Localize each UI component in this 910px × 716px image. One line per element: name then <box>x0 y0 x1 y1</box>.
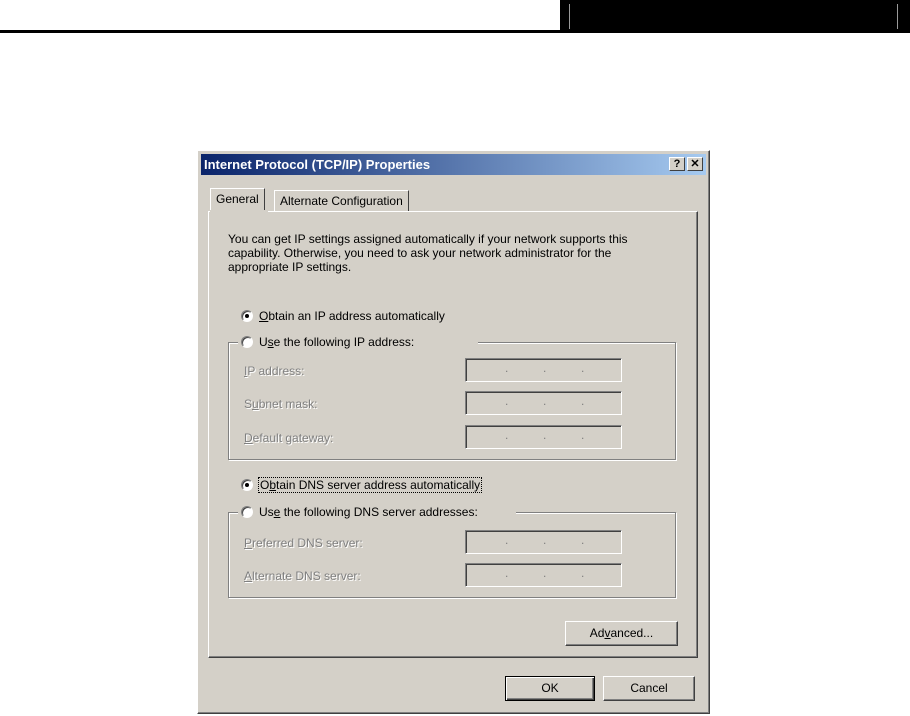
ip-separator <box>581 432 583 434</box>
page-header-block <box>560 0 910 33</box>
use-following-ip-radio[interactable] <box>241 335 414 349</box>
radio-label: Use the following IP address: <box>259 335 415 349</box>
default-gateway-input[interactable] <box>465 425 622 449</box>
subnet-mask-label: Subnet mask: <box>244 397 318 411</box>
ip-address-input[interactable] <box>465 358 622 382</box>
radio-label: Obtain DNS server address automatically <box>260 478 481 492</box>
header-divider <box>897 4 898 29</box>
header-divider <box>569 4 570 29</box>
obtain-ip-auto-radio[interactable] <box>241 309 445 323</box>
ip-separator <box>505 570 507 572</box>
ip-separator <box>505 398 507 400</box>
page-header-rule <box>0 30 560 33</box>
radio-unselected-icon <box>241 336 253 348</box>
radio-selected-icon <box>241 479 253 491</box>
radio-label: Use the following DNS server addresses: <box>259 505 478 519</box>
ip-separator <box>581 570 583 572</box>
ip-separator <box>581 365 583 367</box>
ip-separator <box>505 537 507 539</box>
ip-separator <box>543 365 545 367</box>
default-gateway-label: Default gateway: <box>244 431 334 445</box>
ip-separator <box>581 398 583 400</box>
obtain-dns-auto-radio[interactable] <box>241 478 481 492</box>
description-text: You can get IP settings assigned automatically if your network supports this capability. Otherwise, you need to ask your network administrator for the appropriate IP settings. <box>228 232 628 274</box>
panel-content <box>198 151 709 713</box>
radio-selected-icon <box>241 310 253 322</box>
button-label: OK <box>541 681 559 695</box>
ip-address-label: IP address: <box>244 364 305 378</box>
close-icon: ✕ <box>690 158 700 170</box>
button-label: Cancel <box>630 681 668 695</box>
help-icon: ? <box>673 158 681 170</box>
preferred-dns-input[interactable] <box>465 530 622 554</box>
ip-separator <box>505 432 507 434</box>
tcpip-properties-dialog <box>197 150 710 714</box>
radio-label: Obtain an IP address automatically <box>259 309 445 323</box>
advanced-button[interactable] <box>565 621 678 646</box>
dialog-title: Internet Protocol (TCP/IP) Properties <box>204 157 431 172</box>
tab-label: Alternate Configuration <box>280 194 403 208</box>
preferred-dns-label: Preferred DNS server: <box>244 536 363 550</box>
ip-separator <box>543 432 545 434</box>
ip-separator <box>505 365 507 367</box>
ip-separator <box>581 537 583 539</box>
alternate-dns-input[interactable] <box>465 563 622 587</box>
ip-separator <box>543 398 545 400</box>
tab-label: General <box>216 192 259 206</box>
subnet-mask-input[interactable] <box>465 391 622 415</box>
ip-separator <box>543 570 545 572</box>
radio-unselected-icon <box>241 506 253 518</box>
button-label: Advanced... <box>589 626 654 640</box>
use-following-dns-radio[interactable] <box>241 505 478 519</box>
ip-separator <box>543 537 545 539</box>
alternate-dns-label: Alternate DNS server: <box>244 569 361 583</box>
